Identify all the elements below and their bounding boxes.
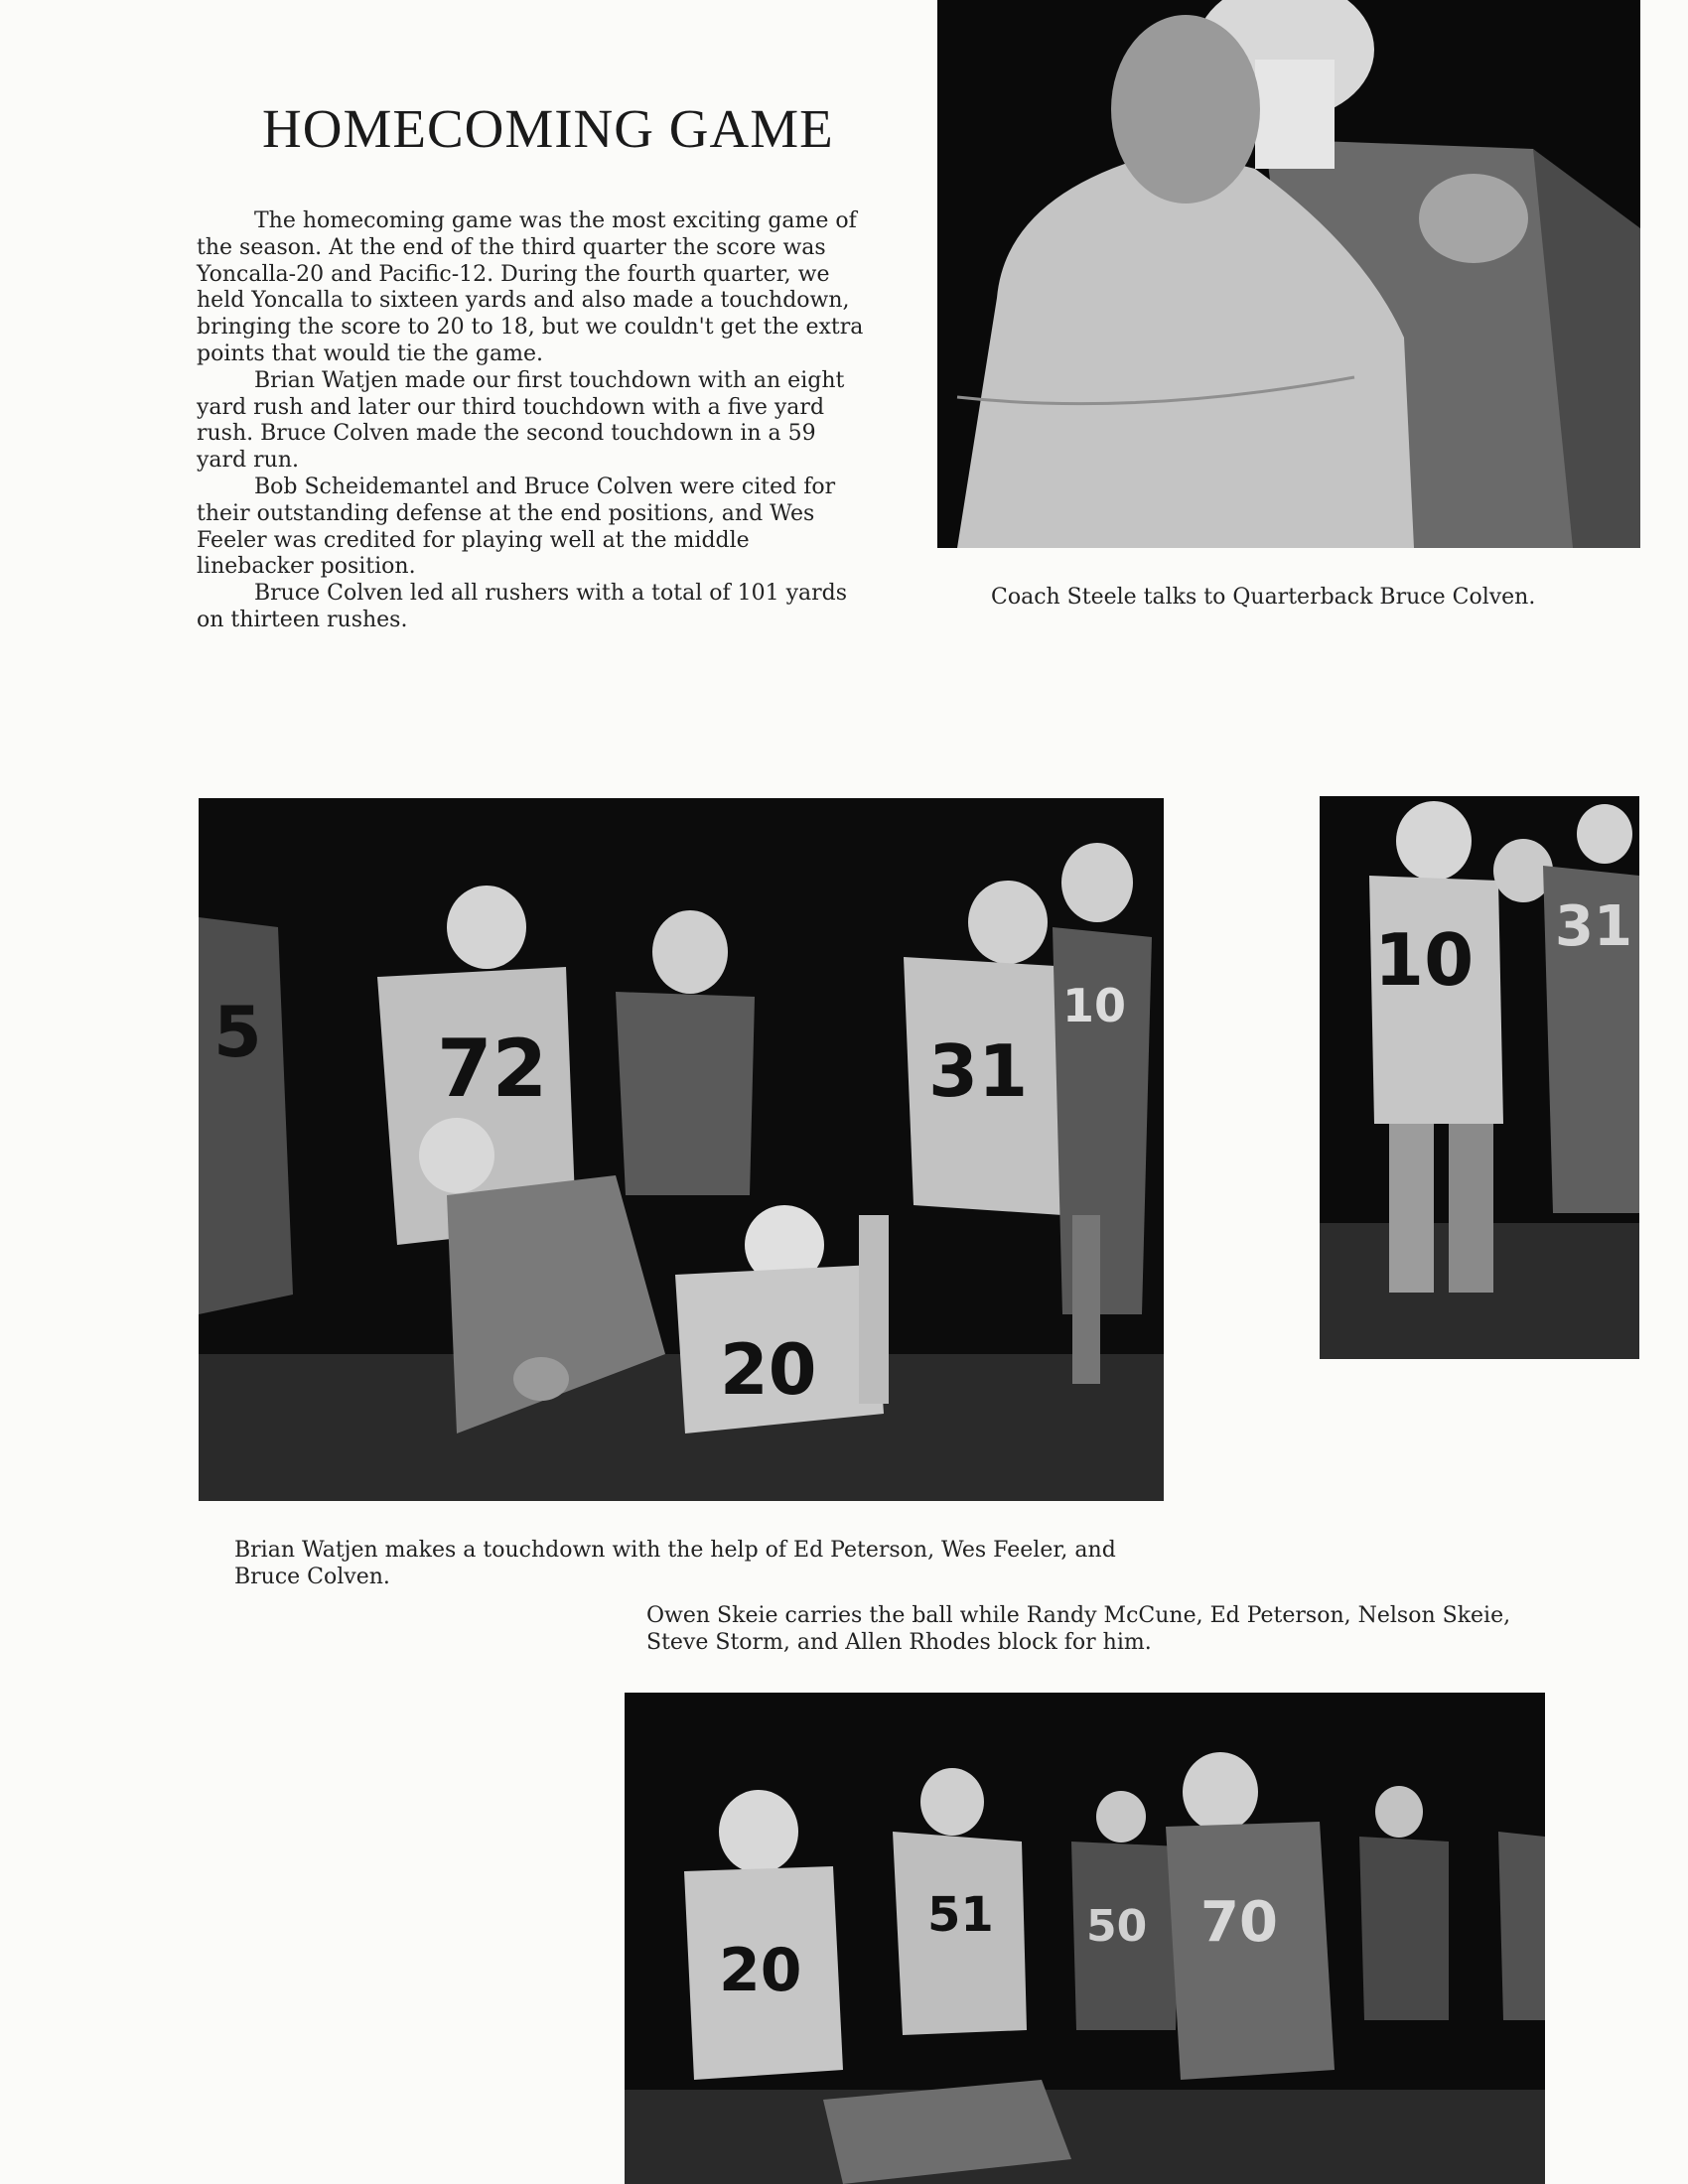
coach-photo (937, 0, 1640, 548)
jersey-number: 51 (927, 1887, 994, 1943)
jersey-number: 70 (1200, 1890, 1278, 1955)
coach-photo-caption: Coach Steele talks to Quarterback Bruce Colven. (991, 585, 1536, 610)
carry-photo-caption: Owen Skeie carries the ball while Randy McCune, Ed Peterson, Nelson Skeie, Steve Storm, and Allen Rhodes block for him. (646, 1603, 1511, 1655)
jersey-number: 72 (437, 1023, 548, 1115)
page-title: HOMECOMING GAME (262, 98, 834, 159)
coach-photo-illustration (937, 0, 1640, 548)
jersey-number: 31 (1555, 894, 1632, 959)
jersey-number: 50 (1086, 1901, 1148, 1952)
jersey-number: 5 (213, 992, 262, 1073)
jersey-number: 20 (720, 1329, 817, 1411)
touchdown-photo-caption: Brian Watjen makes a touchdown with the help of Ed Peterson, Wes Feeler, and Bruce Colven. (234, 1538, 1116, 1589)
sideline-photo (1320, 796, 1639, 1359)
article-paragraph: Brian Watjen made our first touchdown with an eight yard rush and later our third touchdown with a five yard rush. Bruce Colven made the second touchdown in a 59 yard run. (197, 367, 845, 474)
jersey-number: 31 (928, 1029, 1029, 1113)
jersey-number: 10 (1374, 918, 1475, 1002)
touchdown-photo-illustration (199, 798, 1164, 1501)
article-paragraph: Bob Scheidemantel and Bruce Colven were cited for their outstanding defense at the end positions, and Wes Feeler was credited for playing well at the middle linebacker position. (197, 474, 836, 580)
article-paragraph: Bruce Colven led all rushers with a total of 101 yards on thirteen rushes. (197, 581, 848, 632)
jersey-number: 10 (1062, 979, 1127, 1032)
article-body (197, 208, 867, 634)
carry-photo (625, 1693, 1545, 2184)
jersey-number: 20 (719, 1936, 802, 2005)
sideline-photo-illustration (1320, 796, 1639, 1359)
touchdown-photo (199, 798, 1164, 1501)
article-paragraph: The homecoming game was the most exciting game of the season. At the end of the third quarter the score was Yoncalla-20 and Pacific-12. During the fourth quarter, we held Yoncalla to sixteen yards and also made a touchdown, bringing the score to 20 to 18, but we couldn't get the extra points that would tie the game. (197, 208, 864, 366)
carry-photo-illustration (625, 1693, 1545, 2184)
